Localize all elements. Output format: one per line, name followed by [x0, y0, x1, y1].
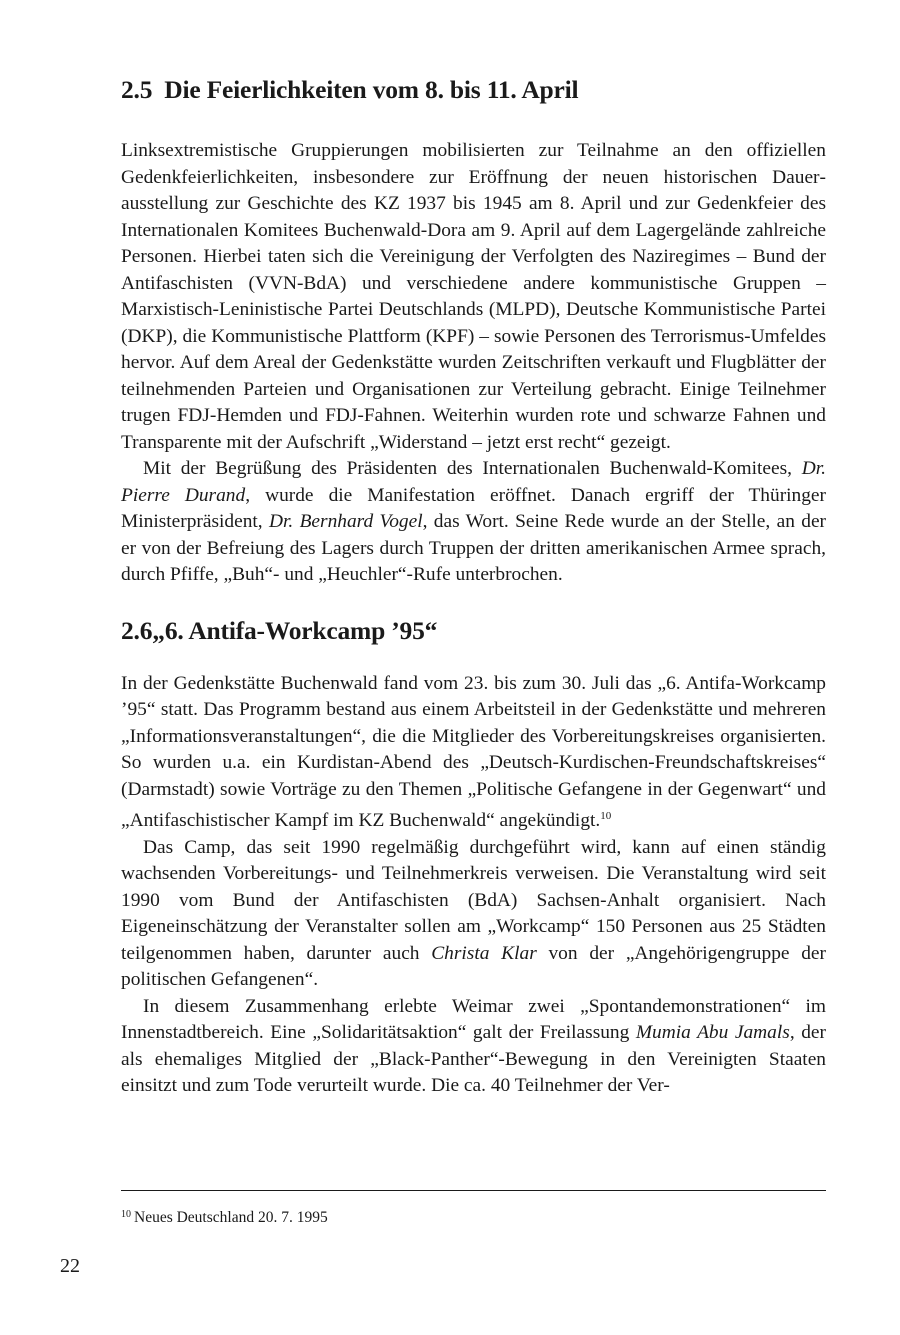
section-title: Die Feierlichkeiten vom 8. bis 11. April [164, 75, 579, 104]
person-name: Dr. Bernhard Vogel [268, 511, 423, 532]
section-heading [121, 70, 826, 110]
footnote-rule [121, 1190, 826, 1191]
section-title: „6. Antifa-Workcamp ’95“ [152, 615, 438, 645]
paragraph: Das Camp, das seit 1990 regelmäßig durchgeführt wird, kann auf einen ständig wachsenden Vorbereitungs- und Teilnehmerkreis verweisen. Die Veranstaltung wird seit 1990 vom Bund der Antifaschisten (BdA) Sachsen-Anhalt organisiert. Nach Eigeneinschätzung der Veranstalter sollen am „Workcamp“ 150 Personen aus 25 Städten teilgenommen haben, darunter auch Christa Klar von der „Angehörigengruppe der politischen Gefangenen“. [121, 836, 826, 990]
section-body [121, 138, 826, 589]
section-heading [121, 611, 826, 651]
footnote-text: Neues Deutschland 20. 7. 1995 [134, 1209, 328, 1226]
section-2-6 [121, 611, 826, 1100]
person-name: Mumia Abu Jamals [635, 1022, 790, 1043]
page-content [121, 70, 826, 1100]
section-number: 2.5 [121, 75, 153, 104]
footnote-reference[interactable]: 10 [600, 810, 612, 822]
footnote [121, 1205, 328, 1228]
section-2-5 [121, 70, 826, 589]
paragraph: Linksextremistische Gruppierungen mobilisierten zur Teilnahme an den offiziellen Gedenkfeierlichkeiten, insbesondere zur Eröffnung der neuen historischen Dauerausstellung zur Geschichte des KZ 1937 bis 1945 am 8. April und zur Gedenkfeier des Internationalen Komitees Buchenwald-Dora am 9. April auf dem Lagergelände zahlreiche Personen. Hierbei taten sich die Vereinigung der Verfolgten des Naziregimes – Bund der Antifaschisten (VVN-BdA) und verschiedene andere kommunistische Gruppen – Marxistisch-Leninistische Partei Deutschlands (MLPD), Deutsche Kommunistische Partei (DKP), die Kommunistische Plattform (KPF) – sowie Personen des Terrorismus-Umfeldes hervor. Auf dem Areal der Gedenkstätte wurden Zeitschriften verkauft und Flugblätter der teilnehmenden Parteien und Organisationen zur Verteilung gebracht. Einige Teilnehmer trugen FDJ-Hemden und FDJ-Fahnen. Weiterhin wurden rote und schwarze Fahnen und Transparente mit der Aufschrift „Widerstand – jetzt erst recht“ gezeigt. [121, 140, 826, 453]
paragraph: Mit der Begrüßung des Präsidenten des Internationalen Buchenwald-Komitees, Dr. Pierre Durand, wurde die Manifestation eröffnet. Danach ergriff der Thüringer Ministerpräsident, Dr. Bernhard Vogel, das Wort. Seine Rede wurde an der Stelle, an der er von der Befreiung des Lagers durch Truppen der dritten amerikanischen Armee sprach, durch Pfiffe, „Buh“- und „Heuchler“-Rufe unterbrochen. [121, 458, 827, 585]
footnote-marker: 10 [121, 1209, 131, 1220]
paragraph: In diesem Zusammenhang erlebte Weimar zwei „Spontandemonstrationen“ im Innenstadtbereich. Eine „Solidaritätsaktion“ galt der Freilassung Mumia Abu Jamals, der als ehemaliges Mitglied der „Black-Panther“-Bewegung in den Vereinigten Staaten einsitzt und zum Tode verurteilt wurde. Die ca. 40 Teilnehmer der Ver- [121, 995, 826, 1096]
page-number: 22 [60, 1255, 80, 1277]
person-name: Dr. Pierre Durand [121, 458, 826, 506]
section-body [121, 671, 826, 1100]
person-name: Christa Klar [431, 942, 537, 964]
section-number: 2.6 [121, 615, 153, 645]
paragraph: In der Gedenkstätte Buchenwald fand vom 23. bis zum 30. Juli das „6. Antifa-Workcamp ’95“ statt. Das Programm bestand aus einem Arbeitsteil in der Gedenkstätte und mehreren „Informationsveranstaltungen“, die die Mitglieder des Vorbereitungskreises organisierten. So wurden u.a. ein Kurdistan-Abend des „Deutsch-Kurdischen-Freundschaftskreises“ (Darmstadt) sowie Vorträge zu den Themen „Politische Gefangene in der Gegenwart“ und „Antifaschistischer Kampf im KZ Buchenwald“ angekündigt.$^{10}$ [121, 672, 826, 831]
